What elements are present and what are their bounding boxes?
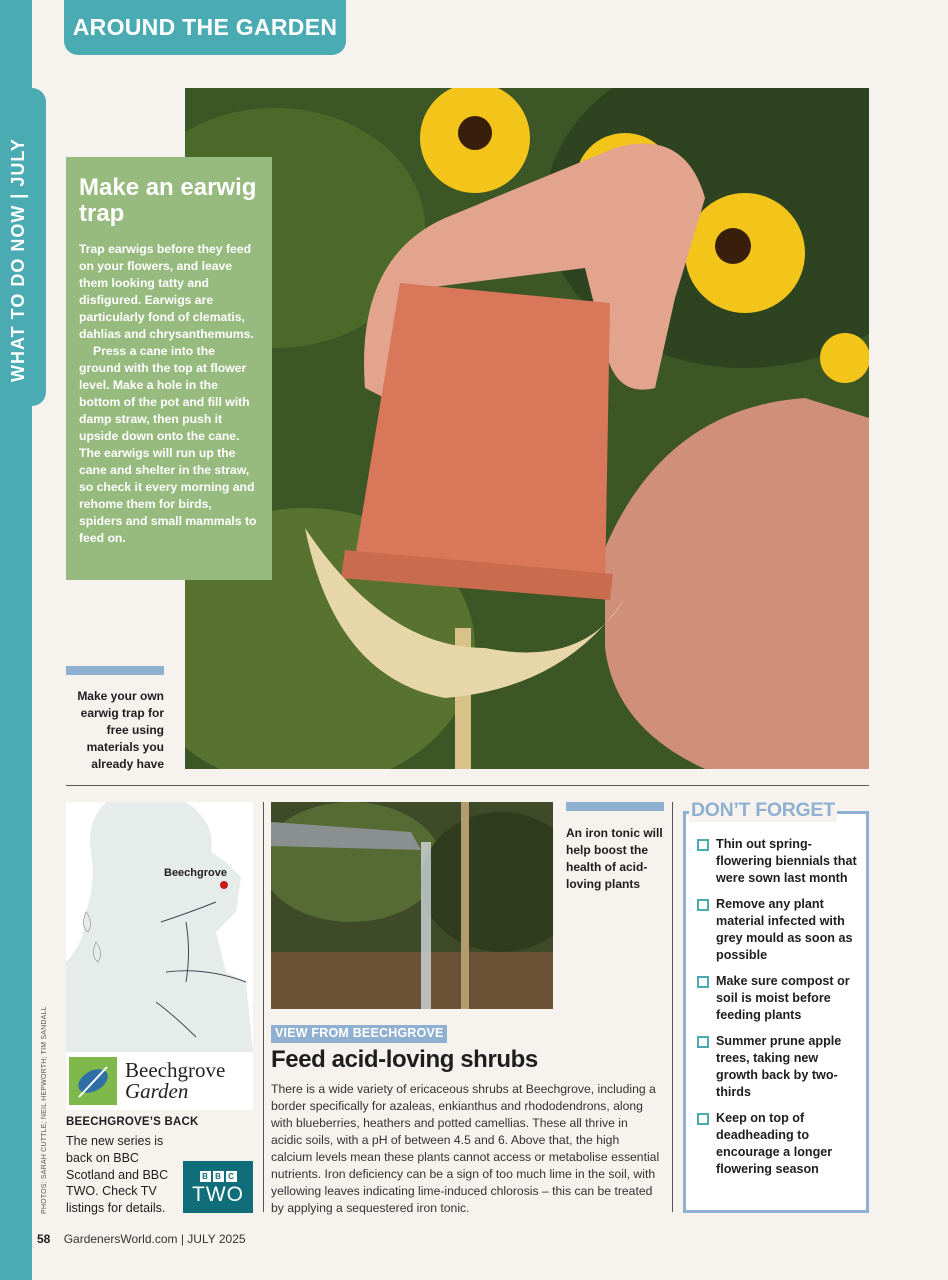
trap-paragraph-2: Press a cane into the ground with the top at flower level. Make a hole in the bottom of the pot and fill with damp straw, then push it upside down onto the cane. The earwigs will run up the cane and shelter in the straw, so check it every morning and rehome them for birds, spiders and small mammals to feed on.: [79, 344, 257, 545]
checkbox-icon: [697, 899, 709, 911]
bbc-two-text: TWO: [192, 1183, 244, 1206]
caption-bar: [566, 802, 664, 811]
list-item: [697, 836, 857, 887]
list-item: [697, 1110, 857, 1178]
checkbox-icon: [697, 1036, 709, 1048]
bbc-letter: B: [200, 1171, 211, 1182]
logo-word-beechgrove: Beechgrove: [125, 1058, 226, 1082]
photo-credit: PHOTOS: SARAH CUTTLE; NEIL HEPWORTH; TIM SANDALL: [41, 1006, 48, 1214]
view-from-beechgrove-label: VIEW FROM BEECHGROVE: [271, 1025, 447, 1043]
column-divider: [263, 802, 264, 1212]
checkbox-icon: [697, 839, 709, 851]
list-item: [697, 973, 857, 1024]
beechgrove-back-title: BEECHGROVE’S BACK: [66, 1116, 199, 1128]
main-photo-caption: Make your own earwig trap for free using materials you already have: [77, 689, 164, 771]
horizontal-divider: [66, 785, 869, 786]
bbc-letter: C: [226, 1171, 237, 1182]
map-label: Beechgrove: [164, 867, 227, 879]
list-item-text: Summer prune apple trees, taking new growth back by two-thirds: [716, 1034, 842, 1099]
caption-bar: [66, 666, 164, 675]
page-footer: [37, 1232, 246, 1246]
dont-forget-list: [697, 836, 857, 1187]
logo-word-garden: Garden: [125, 1079, 189, 1103]
list-item: [697, 1033, 857, 1101]
earwig-trap-photo: [185, 88, 869, 769]
dont-forget-title: DON’T FORGET: [691, 799, 835, 821]
beechgrove-back-text: The new series is back on BBC Scotland and BBC TWO. Check TV listings for details.: [66, 1134, 169, 1216]
trap-paragraph-1: Trap earwigs before they feed on your flowers, and leave them looking tatty and disfigured. Earwigs are particularly fond of clematis, dahlias and chrysanthemums.: [79, 242, 254, 341]
article-body: There is a wide variety of ericaceous shrubs at Beechgrove, including a border specifically for azaleas, enkianthus and rhododendrons, along with blueberries, heathers and potted camellias. These all thrive in acidic soils, with a pH of between 4.5 and 6. Above that, the high calcium levels mean these plants cannot access or metabolise essential nutrients. Iron deficiency can be a sign of too much lime in the soil, with yellowing leaves indicating lime-induced chlorosis – this can be treated by applying a sequestered iron tonic.: [271, 1082, 660, 1215]
list-item-text: Thin out spring-flowering biennials that were sown last month: [716, 837, 857, 885]
section-title: AROUND THE GARDEN: [64, 0, 346, 55]
iron-tonic-caption: An iron tonic will help boost the health of acid-loving plants: [566, 826, 663, 891]
page-number: 58: [37, 1232, 51, 1246]
leaf-icon: [69, 1057, 117, 1105]
list-item-text: Remove any plant material infected with grey mould as soon as possible: [716, 897, 853, 962]
list-item-text: Keep on top of deadheading to encourage a longer flowering season: [716, 1111, 833, 1176]
checkbox-icon: [697, 976, 709, 988]
bbc-letter: B: [213, 1171, 224, 1182]
column-divider: [672, 802, 673, 1212]
earwig-trap-panel: [66, 157, 272, 580]
trap-title: Make an earwig trap: [79, 174, 257, 227]
beechgrove-logo: [66, 1052, 253, 1110]
iron-tonic-photo: [271, 802, 553, 1009]
spine-label: WHAT TO DO NOW | JULY: [8, 138, 28, 382]
bbc-two-logo: [183, 1161, 253, 1213]
footer-text: GardenersWorld.com | JULY 2025: [63, 1232, 246, 1246]
list-item-text: Make sure compost or soil is moist before feeding plants: [716, 974, 850, 1022]
scotland-map: [66, 802, 253, 1052]
article-title: Feed acid-loving shrubs: [271, 1046, 538, 1073]
checkbox-icon: [697, 1113, 709, 1125]
list-item: [697, 896, 857, 964]
